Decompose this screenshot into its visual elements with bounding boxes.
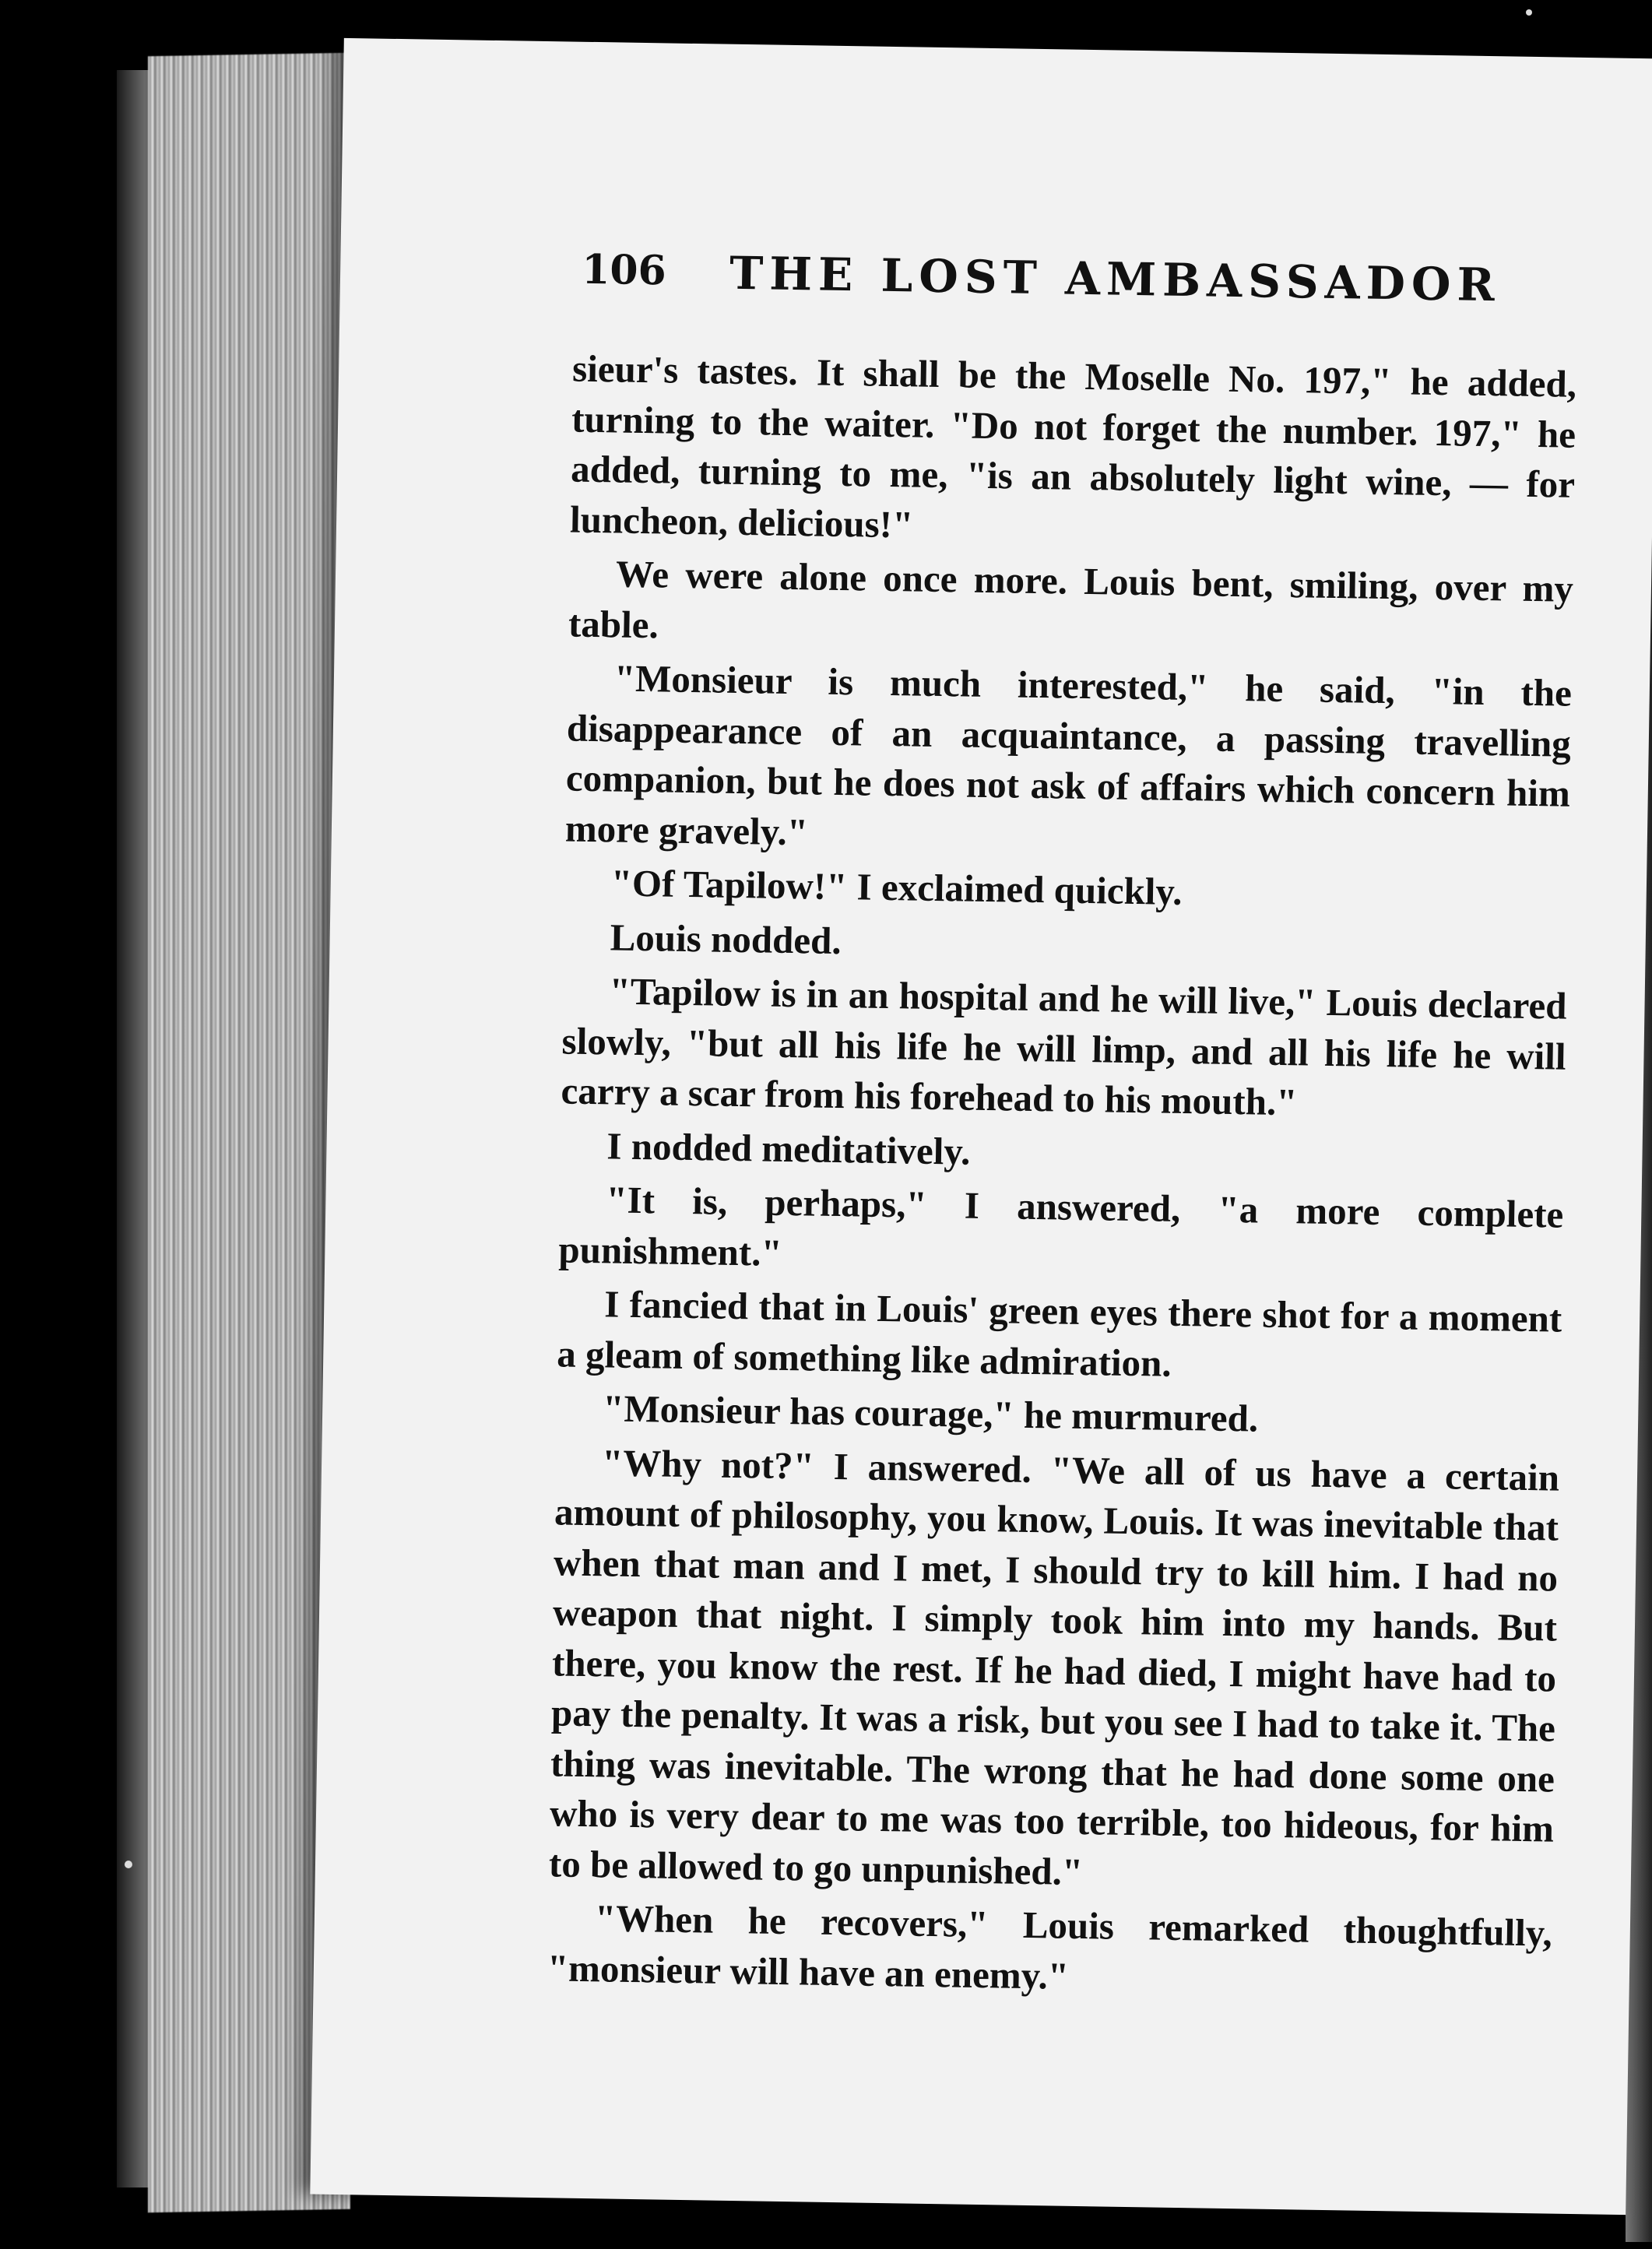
paragraph: "Monsieur is much interested," he said, "in the disappearance of an acquaintance, a passing travelling companion, but he does not ask of affairs which concern him more gravely." [564, 656, 1573, 853]
page-number: 106 [581, 245, 667, 295]
paragraph: "It is, perhaps," I answered, "a more complete punishment." [558, 1178, 1564, 1274]
paragraph: "Why not?" I answered. "We all of us have a certain amount of philosophy, you know, Louis. It was inevitable that when that man and I met, I should try to kill him. I had no weapon that night. I simply took him into my hands. But there, you know the rest. If he had died, I might have had to pay the penalty. It was a risk, but you see I had to take it. The thing was inevitable. The wrong that he had done some one who is very dear to me was too terrible, too hideous, for him to be allowed to go unpunished." [548, 1440, 1560, 1893]
paragraph: "When he recovers," Louis remarked thoughtfully, "monsieur will have an enemy." [547, 1896, 1553, 1998]
running-title: THE LOST AMBASSADOR [729, 246, 1502, 312]
paragraph: "Monsieur has courage," he murmured. [602, 1386, 1259, 1440]
scan-speck [1526, 9, 1532, 16]
paragraph: We were alone once more. Louis bent, smiling, over my table. [568, 552, 1574, 646]
paragraph: I nodded meditatively. [606, 1123, 971, 1173]
paragraph: "Tapilow is in an hospital and he will live," Louis declared slowly, "but all his life he will limp, and all his life he will carry a scar from his forehead to his mouth." [561, 969, 1567, 1124]
page-body [547, 344, 1576, 2013]
scan-speck [125, 1861, 132, 1868]
page-header [581, 245, 1618, 312]
paragraph: "Of Tapilow!" I exclaimed quickly. [610, 861, 1183, 913]
paragraph: sieur's tastes. It shall be the Moselle No. 197," he added, turning to the waiter. "Do not forget the number. 197," he added, turning to me, "is an absolutely light wine, — for luncheon, delicious!" [569, 346, 1577, 546]
paragraph: Louis nodded. [610, 915, 842, 962]
book-page [310, 38, 1652, 2215]
paragraph: I fancied that in Louis' green eyes there shot for a moment a gleam of something like admiration. [556, 1282, 1562, 1385]
